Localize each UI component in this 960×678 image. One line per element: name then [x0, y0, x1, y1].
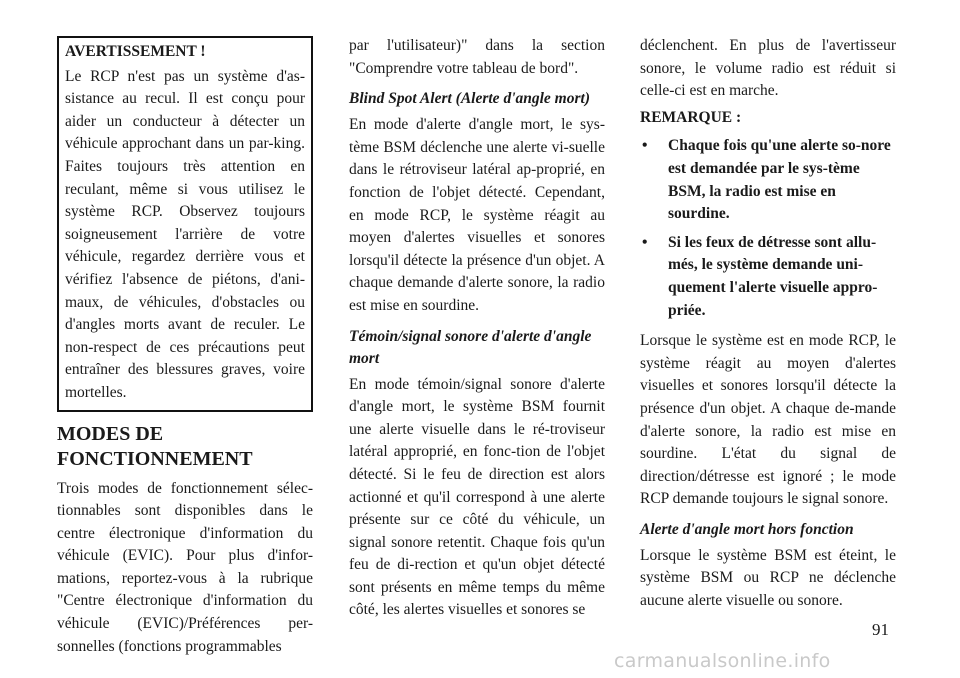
column-middle	[349, 35, 605, 622]
heading-alert-off: Alerte d'angle mort hors fonction	[640, 520, 854, 538]
list-item	[640, 232, 896, 322]
intro-paragraph: Trois modes de fonctionnement sélec-tionnables sont disponibles dans le centre électronique d'information du véhicule (EVIC). Pour plus d'infor-mations, reportez-vous à la rubrique "Centre électronique d'information du véhicule (EVIC)/Préférences per-sonnelles (fonctions programmables	[57, 479, 313, 655]
paragraph-signal-alert: En mode témoin/signal sonore d'alerte d'angle mort, le système BSM fournit une alerte visuelle dans le ré-troviseur latéral approprié, en fonc-tion de l'objet détecté. Si le feu de direction est alors actionné et qu'il correspond à une alerte présente sur ce côté du véhicule, un signal sonore retentit. Chaque fois qu'un feu de di-rection et qu'un objet détecté sont présents en même temps du même côté, les alertes visuelles et sonores se	[349, 375, 605, 619]
heading-blind-spot-alert: Blind Spot Alert (Alerte d'angle mort)	[349, 90, 590, 108]
list-item-text: Chaque fois qu'une alerte so-nore est demandée par le sys-tème BSM, la radio est mise en sourdine.	[668, 137, 891, 223]
column-left	[57, 36, 313, 658]
warning-text: Le RCP n'est pas un système d'as-sistance au recul. Il est conçu pour aider un conducteur à détecter un véhicule approchant dans un par-king. Faites toujours très attention en reculant, même si vous utilisez le système RCP. Observez toujours soigneusement l'arrière de votre véhicule, regardez derrière vous et vérifiez l'absence de piétons, d'ani-maux, de véhicules, d'obstacles ou d'angles morts avant de reculer. Le non-respect de ces précautions peut entraîner des blessures graves, voire mortelles.	[65, 67, 305, 401]
heading-signal-alert: Témoin/signal sonore d'alerte d'angle mort	[349, 327, 592, 367]
paragraph-continued: déclenchent. En plus de l'avertisseur sonore, le volume radio est réduit si celle-ci est en marche.	[640, 37, 896, 100]
remark-list	[640, 135, 896, 322]
list-item	[640, 135, 896, 225]
paragraph-rcp-mode: Lorsque le système est en mode RCP, le système réagit au moyen d'alertes visuelles et sonores lorsqu'il détecte la présence d'un objet. A chaque de-mande d'alerte sonore, la radio est mise en sourdine. L'état du signal de direction/détresse est ignoré ; le mode RCP demande toujours le signal sonore.	[640, 332, 896, 508]
section-title-line2: FONCTIONNEMENT	[57, 447, 253, 470]
paragraph-alert-off: Lorsque le système BSM est éteint, le système BSM ou RCP ne déclenche aucune alerte visuelle ou sonore.	[640, 546, 896, 610]
list-item-text: Si les feux de détresse sont allu-més, le système demande uni-quement l'alerte visuelle appro-priée.	[668, 233, 878, 319]
page-number: 91	[872, 620, 889, 639]
section-title-line1: MODES DE	[57, 422, 164, 445]
column-right	[640, 35, 896, 613]
bullet-icon: •	[642, 233, 648, 251]
warning-box	[57, 36, 313, 412]
warning-title: AVERTISSEMENT !	[65, 43, 206, 60]
bullet-icon: •	[642, 137, 648, 155]
remark-label: REMARQUE :	[640, 108, 742, 126]
paragraph-blind-spot-alert: En mode d'alerte d'angle mort, le sys-tème BSM déclenche une alerte vi-suelle dans le rétroviseur latéral ap-proprié, en fonction de l'objet détecté. Cependant, en mode RCP, le système réagit au moyen d'alertes visuelles et sonores lorsqu'il détecte la présence d'un objet. A chaque demande d'alerte sonore, la radio est mise en sourdine.	[349, 116, 605, 314]
intro-paragraph-continued: par l'utilisateur)" dans la section "Comprendre votre tableau de bord".	[349, 37, 605, 77]
watermark: carmanualsonline.info	[614, 650, 831, 672]
section-title	[57, 422, 313, 472]
